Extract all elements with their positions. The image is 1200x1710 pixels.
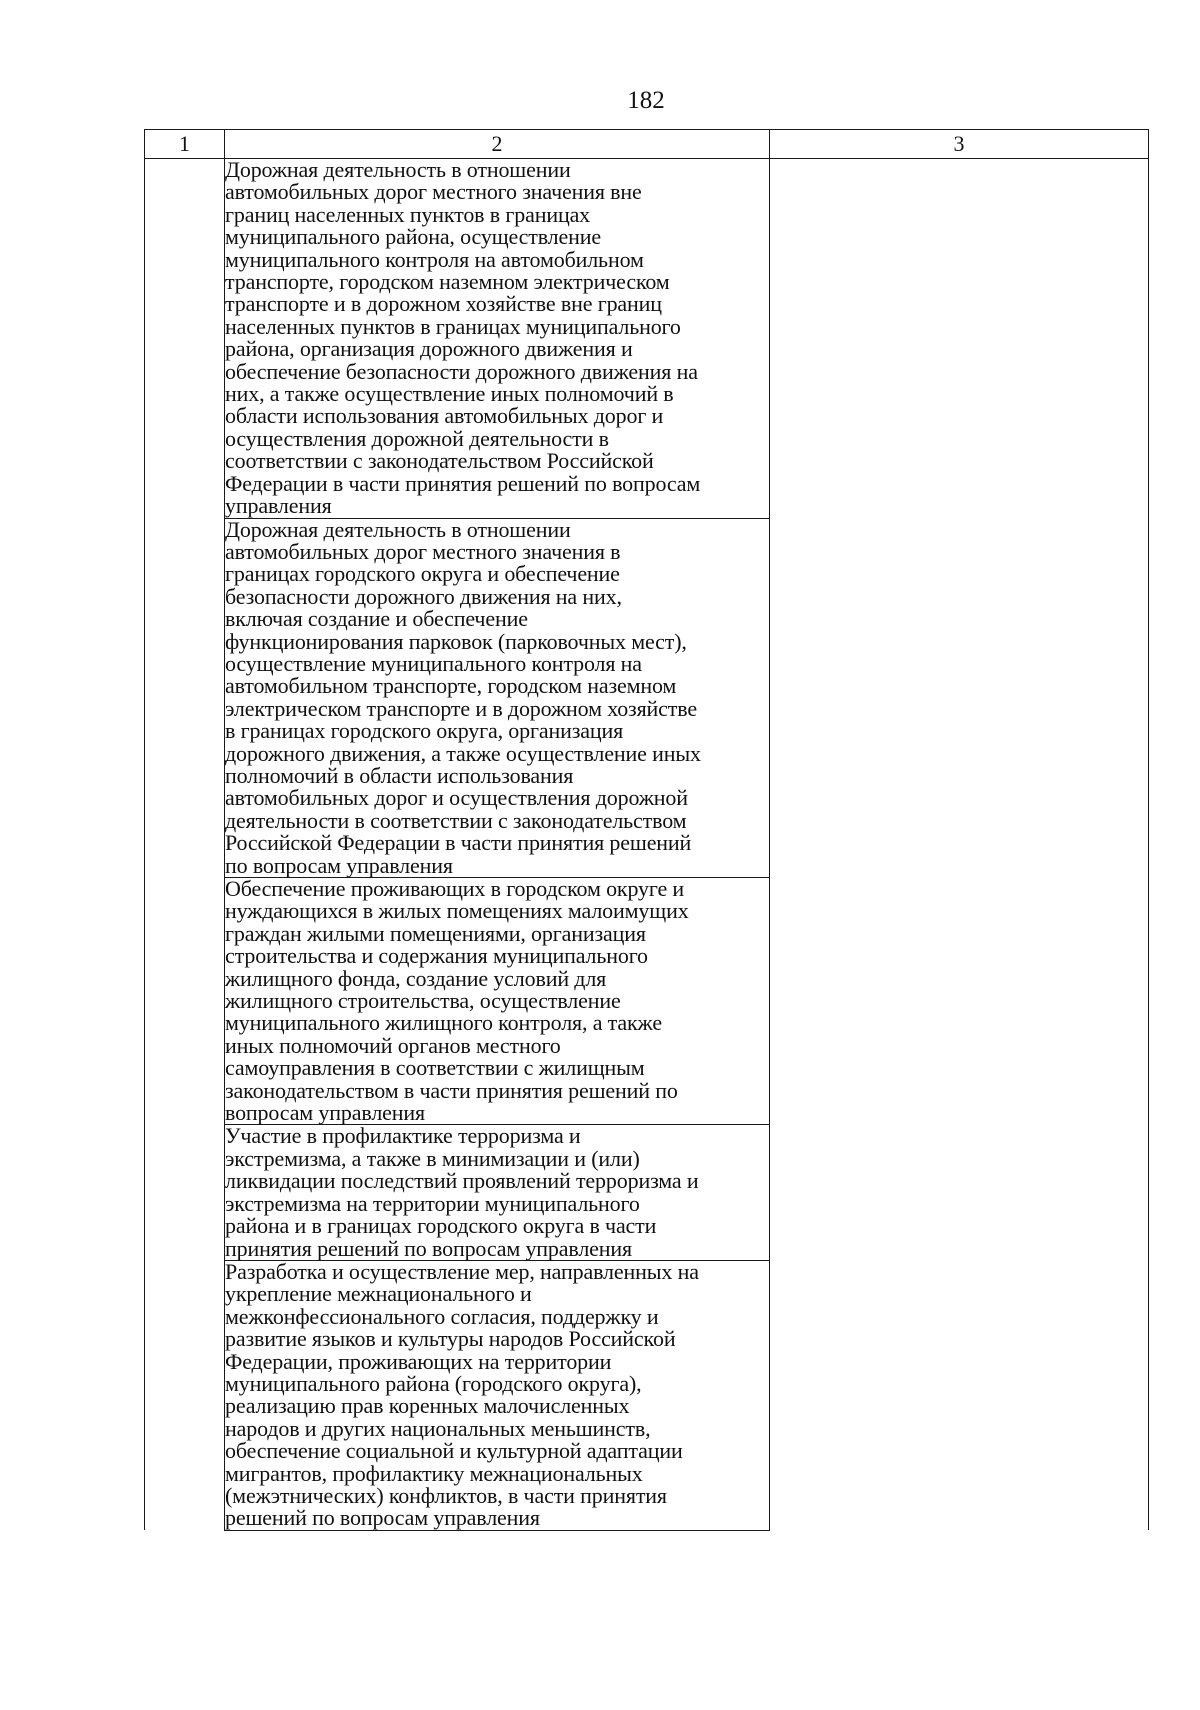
description-line: автомобильных дорог местного значения в — [225, 538, 621, 564]
table-row — [145, 518, 1149, 878]
description-line: муниципального жилищного контроля, а также — [225, 1010, 662, 1036]
page-number: 182 — [627, 87, 665, 114]
description-line: обеспечение социальной и культурной адаптации — [225, 1438, 683, 1464]
description-line: границах городского округа и обеспечение — [225, 561, 620, 587]
description-line: экстремизма, а также в минимизации и (или) — [225, 1145, 640, 1171]
description-line: Федерации, проживающих на территории — [225, 1348, 612, 1374]
row-number-cell — [145, 518, 225, 878]
description-line: принятия решений по вопросам управления — [225, 1235, 632, 1261]
description-line: жилищного фонда, создание условий для — [225, 965, 607, 991]
table-body — [145, 159, 1149, 1531]
description-line: обеспечение безопасности дорожного движения на — [225, 358, 698, 384]
description-line: Разработка и осуществление мер, направленных на — [225, 1258, 699, 1284]
description-line: муниципального района, осуществление — [225, 224, 601, 250]
description-line: электрическом транспорте и в дорожном хозяйстве — [225, 695, 697, 721]
description-line: дорожного движения, а также осуществление иных — [225, 740, 701, 766]
description-line: района и в границах городского округа в части — [225, 1213, 657, 1239]
column-header-3: 3 — [770, 130, 1149, 159]
description-line: Федерации в части принятия решений по вопросам — [225, 470, 701, 496]
description-line: района, организация дорожного движения и — [225, 336, 633, 362]
description-line: жилищного строительства, осуществление — [225, 988, 621, 1014]
description-line: народов и других национальных меньшинств, — [225, 1415, 651, 1441]
row-number-cell — [145, 878, 225, 1125]
power-description-cell — [225, 1260, 770, 1530]
power-description-cell — [225, 518, 770, 878]
description-line: населенных пунктов в границах муниципального — [225, 313, 681, 339]
description-line: осуществление муниципального контроля на — [225, 650, 642, 676]
description-line: законодательством в части принятия решений по — [225, 1077, 678, 1103]
column-header-1: 1 — [145, 130, 225, 159]
description-line: мигрантов, профилактику межнациональных — [225, 1460, 643, 1486]
description-line: в границах городского округа, организация — [225, 718, 624, 744]
description-line: Дорожная деятельность в отношении — [225, 157, 571, 182]
description-line: Участие в профилактике терроризма и — [225, 1123, 581, 1149]
description-line: автомобильных дорог местного значения вне — [225, 179, 642, 205]
row-number-cell — [145, 1260, 225, 1530]
description-line: безопасности дорожного движения на них, — [225, 583, 622, 609]
remarks-cell — [770, 878, 1149, 1125]
table-row — [145, 1260, 1149, 1530]
power-description-cell — [225, 878, 770, 1125]
table-header-row — [145, 130, 1149, 159]
description-line: управления — [225, 493, 332, 519]
description-line: муниципального контроля на автомобильном — [225, 246, 644, 272]
description-line: автомобильных дорог и осуществления дорожной — [225, 785, 688, 811]
description-line: транспорте, городском наземном электрическом — [225, 269, 670, 295]
description-line: самоуправления в соответствии с жилищным — [225, 1055, 645, 1081]
description-line: реализацию прав коренных малочисленных — [225, 1393, 630, 1419]
description-line: них, а также осуществление иных полномочий в — [225, 381, 674, 407]
description-line: Дорожная деятельность в отношении — [225, 516, 571, 542]
remarks-cell — [770, 159, 1149, 519]
description-line: укрепление межнационального и — [225, 1281, 532, 1307]
description-line: Российской Федерации в части принятия решений — [225, 830, 692, 856]
description-line: Обеспечение проживающих в городском округе и — [225, 876, 685, 901]
description-line: по вопросам управления — [225, 852, 453, 878]
power-description-cell — [225, 1125, 770, 1260]
remarks-cell — [770, 1125, 1149, 1260]
description-line: межконфессионального согласия, поддержку и — [225, 1303, 659, 1329]
description-line: области использования автомобильных дорог и — [225, 403, 664, 429]
description-line: транспорте и в дорожном хозяйстве вне границ — [225, 291, 662, 317]
description-line: ликвидации последствий проявлений терроризма и — [225, 1168, 699, 1194]
description-line: соответствии с законодательством Российской — [225, 448, 654, 474]
description-line: муниципального района (городского округа), — [225, 1370, 642, 1396]
description-line: деятельности в соответствии с законодательством — [225, 807, 687, 833]
table-row — [145, 1125, 1149, 1260]
description-line: экстремизма на территории муниципального — [225, 1190, 640, 1216]
description-line: граждан жилыми помещениями, организация — [225, 920, 646, 946]
table-row — [145, 159, 1149, 519]
power-description-cell — [225, 159, 770, 519]
row-number-cell — [145, 1125, 225, 1260]
description-line: автомобильном транспорте, городском наземном — [225, 673, 677, 699]
description-line: функционирования парковок (парковочных мест), — [225, 628, 687, 654]
table-row — [145, 878, 1149, 1125]
description-line: нуждающихся в жилых помещениях малоимущих — [225, 898, 689, 924]
remarks-cell — [770, 1260, 1149, 1530]
row-number-cell — [145, 159, 225, 519]
description-line: вопросам управления — [225, 1100, 425, 1126]
description-line: развитие языков и культуры народов Российской — [225, 1326, 676, 1352]
description-line: полномочий в области использования — [225, 762, 574, 788]
description-line: решений по вопросам управления — [225, 1505, 540, 1531]
description-line: включая создание и обеспечение — [225, 606, 528, 632]
description-line: осуществления дорожной деятельности в — [225, 425, 609, 451]
description-line: строительства и содержания муниципального — [225, 943, 648, 969]
description-line: (межэтнических) конфликтов, в части принятия — [225, 1482, 667, 1508]
powers-table — [144, 129, 1149, 1531]
remarks-cell — [770, 518, 1149, 878]
description-line: границ населенных пунктов в границах — [225, 201, 591, 227]
description-line: иных полномочий органов местного — [225, 1032, 561, 1058]
column-header-2: 2 — [225, 130, 770, 159]
